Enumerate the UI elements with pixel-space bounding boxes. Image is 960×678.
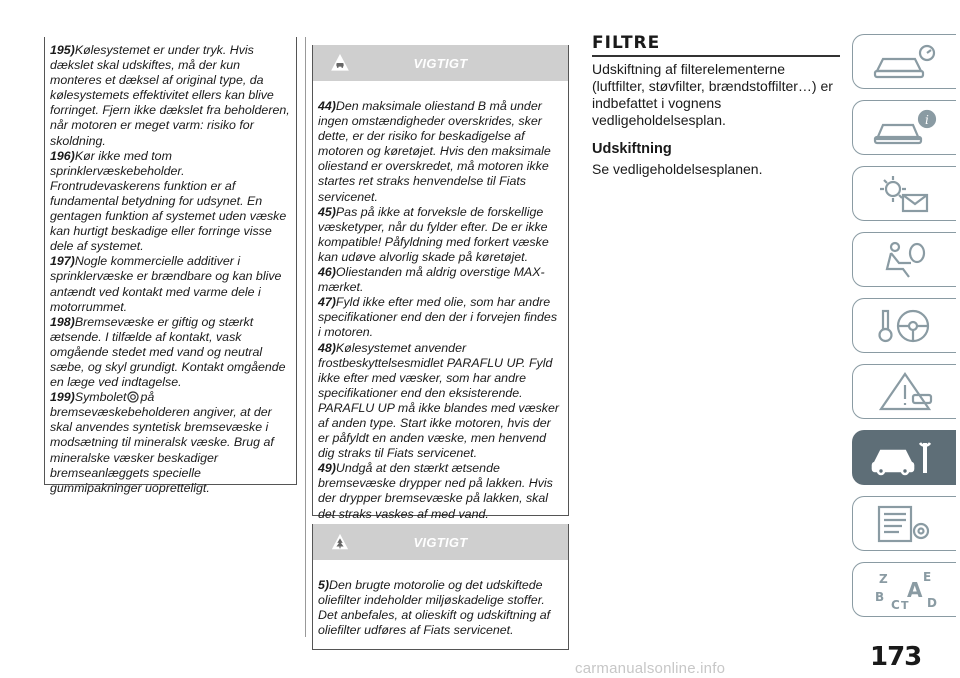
note-text: Kør ikke med tom sprinklervæskebeholder. Frontrudevaskerens funktion er af fundamental betydning for udsynet. En gentagen funktion af systemet uden væske kan hurtigt beskadige eller forringe visse dele af systemet.: [50, 148, 287, 254]
note-paragraph: [318, 341, 563, 462]
note-paragraph: [318, 461, 563, 521]
tab-dashboard[interactable]: [852, 34, 956, 89]
note-number: 48): [318, 340, 336, 355]
note-number: 197): [50, 254, 75, 269]
filters-section: [592, 33, 840, 178]
note-paragraph: [318, 205, 563, 265]
note-paragraph: [50, 43, 291, 149]
section-subheading: Udskiftning: [592, 141, 672, 157]
note-number: 195): [50, 43, 75, 57]
section-intro: Udskiftning af filterelementerne (luftfilter, støvfilter, brændstoffilter…) er indbefattet i vognens vedligeholdelsesplan.: [592, 61, 833, 128]
note-text: på bremsevæskebeholderen angiver, at der skal anvendes syntetisk bremsevæske i modsætning til mineralsk væske. Brug af mineralske væsker beskadiger bremseanlæggets specielle gummipakninger uopretteligt.: [50, 390, 274, 495]
note-text: Bremsevæske er giftig og stærkt ætsende. I tilfælde af kontakt, vask omgående stedet med vand og neutral sæbe, og skyl grundigt. Kontakt omgående en læge ved indtagelse.: [50, 314, 286, 390]
brake-fluid-symbol-icon: [127, 391, 139, 403]
section-heading: FILTRE: [592, 33, 840, 57]
tab-technical-data[interactable]: [852, 496, 956, 551]
important-header-1: [313, 45, 568, 81]
car-dashboard-icon: [869, 41, 941, 83]
important-title-2: VIGTIGT: [413, 534, 468, 550]
note-paragraph: [50, 315, 291, 390]
index-letter: T: [900, 598, 909, 611]
tab-maintenance[interactable]: [852, 430, 956, 485]
warnings-box-left: [44, 37, 297, 495]
tree-environment-icon: [331, 533, 349, 551]
tab-emergency[interactable]: [852, 364, 956, 419]
note-text: Symbolet: [74, 390, 127, 405]
note-text: Pas på ikke at forveksle de forskellige væsketyper, når du fylder efter. De er ikke kompatible! Påfyldning med forkert væske kan udøve alvorlig skade på køretøjet.: [318, 204, 549, 264]
important-box-2: [312, 524, 569, 650]
note-number: 45): [318, 204, 336, 219]
index-letter: E: [922, 569, 931, 584]
note-paragraph: [318, 265, 563, 295]
index-letter: D: [926, 595, 937, 610]
tab-lights[interactable]: [852, 166, 956, 221]
note-paragraph: [318, 99, 563, 205]
index-letter: A: [906, 577, 922, 602]
note-number: 46): [318, 265, 336, 280]
key-steering-wheel-icon: [869, 305, 941, 347]
index-letter: B: [874, 589, 884, 604]
important-header-2: [313, 524, 568, 560]
car-info-icon: [869, 107, 941, 149]
car-wrench-icon: [869, 437, 941, 479]
note-text: Nogle kommercielle additiver i sprinklervæske er brændbare og kan blive antændt ved kontakt med varme dele i motorrummet.: [50, 254, 282, 314]
note-number: 44): [318, 99, 336, 113]
note-number: 198): [50, 314, 75, 329]
alphabet-index-icon: [869, 569, 941, 611]
index-letter: Z: [878, 571, 888, 586]
note-paragraph: [50, 390, 291, 496]
note-text: Den maksimale oliestand B må under ingen omstændigheder overskrides, sker dette, er der risiko for beskadigelse af motoren og køretøjet. Hvis den maksimale oliestand er overskredet, må motoren ikke startes ret straks henvendelse til Fiats servicenet.: [318, 99, 551, 204]
note-text: Oliestanden må aldrig overstige MAX-mærket.: [318, 265, 545, 295]
index-letter: C: [890, 597, 900, 611]
tab-info[interactable]: [852, 100, 956, 155]
column-divider: [305, 37, 306, 637]
note-text: Fyld ikke efter med olie, som har andre specifikationer end den der i forvejen findes i motoren.: [318, 295, 558, 340]
note-number: 49): [318, 461, 336, 476]
note-text: Kølesystemet er under tryk. Hvis dækslet skal udskiftes, må der kun monteres et dæksel af original type, da kølesystemets effektivitet ellers kan blive forringet. Fjern ikke dækslet fra beholderen, når motoren er meget varm: risiko for skoldning.: [50, 43, 290, 148]
section-subtext: Se vedligeholdelsesplanen.: [592, 161, 763, 177]
note-text: Undgå at den stærkt ætsende bremsevæske drypper ned på lakken. Hvis der drypper bremsevæske på lakken, skal det straks vaskes af med vand.: [318, 461, 553, 521]
airbag-seat-icon: [869, 239, 941, 281]
important-title-1: VIGTIGT: [413, 55, 468, 71]
note-number: 199): [50, 390, 75, 405]
sun-light-envelope-icon: [869, 173, 941, 215]
note-text: Kølesystemet anvender frostbeskyttelsesmidlet PARAFLU UP. Fyld ikke efter med væsker, som har andre specifikationer end den eksisterende. PARAFLU UP må ikke blandes med væsker af anden type. Start ikke motoren, hvis der er påfyldt en anden væske, men henvend dig straks til Fiats servicenet.: [318, 340, 560, 461]
tab-safety[interactable]: [852, 232, 956, 287]
note-text: Den brugte motorolie og det udskiftede oliefilter indeholder miljøskadelige stoffer. Det anbefales, at olieskift og udskiftning af oliefilter udføres af Fiats servicenet.: [318, 578, 551, 638]
page-number: 173: [870, 642, 922, 672]
chapter-tabs: [852, 34, 960, 628]
important-box-1: [312, 45, 569, 521]
note-number: 5): [318, 578, 330, 592]
note-number: 47): [318, 295, 336, 310]
tab-start[interactable]: [852, 298, 956, 353]
note-paragraph: [50, 254, 291, 314]
note-paragraph: [50, 149, 291, 255]
car-warning-road-icon: [869, 371, 941, 413]
car-warning-icon: [331, 54, 349, 72]
note-number: 196): [50, 148, 75, 163]
tab-index[interactable]: [852, 562, 956, 617]
note-paragraph: [318, 295, 563, 340]
list-gear-icon: [869, 503, 941, 545]
watermark: carmanualsonline.info: [575, 660, 726, 677]
svg-text:i: i: [924, 112, 929, 127]
note-paragraph: [318, 578, 563, 638]
